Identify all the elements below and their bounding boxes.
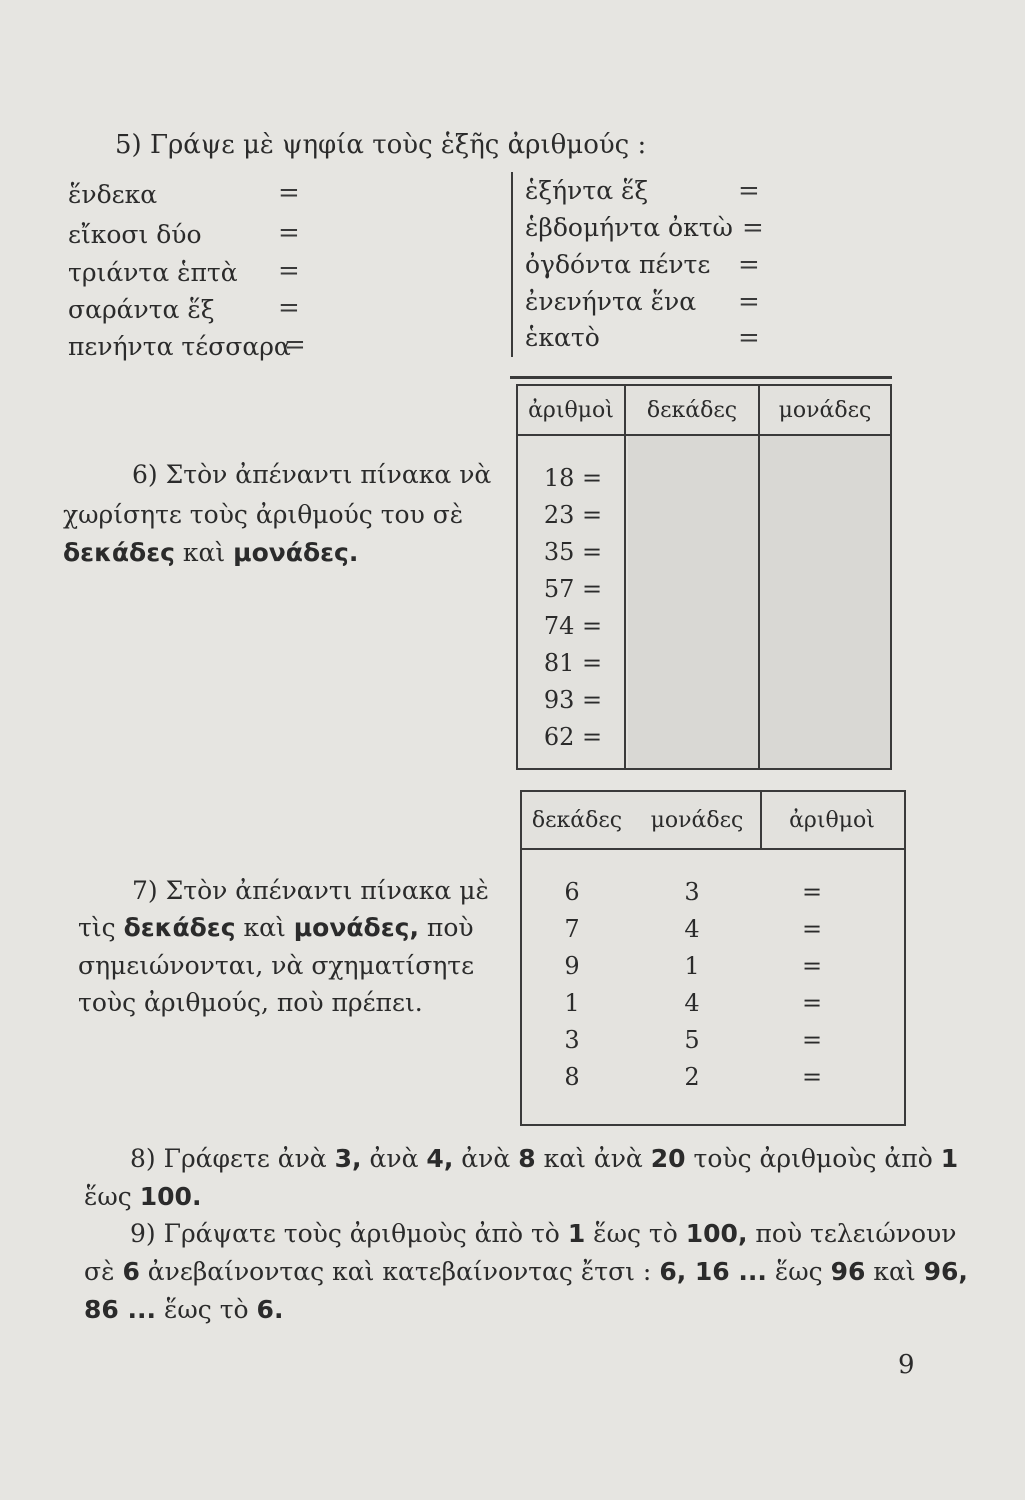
page-number: 9 (898, 1350, 915, 1380)
ex5-equals: = (284, 330, 306, 360)
ex6-column-rule (758, 386, 760, 768)
ex9-number: 96, (923, 1257, 968, 1286)
ex7-equals-cell: = (801, 915, 823, 943)
ex9-text: ποὺ τελειώνουν (755, 1219, 957, 1248)
ex9-paragraph (84, 1215, 968, 1329)
ex6-and: καὶ (182, 538, 226, 567)
ex7-tens-cell: 3 (564, 1026, 580, 1054)
ex9-text: ἀνεβαίνοντας καὶ κατεβαίνοντας ἔτσι : (147, 1257, 652, 1286)
ex6-row-number: 81 = (543, 649, 603, 677)
ex7-text-part: τὶς (78, 913, 116, 942)
ex9-line (84, 1253, 968, 1291)
ex9-number: 100, (685, 1219, 748, 1248)
ex9-text: 9) Γράψατε τοὺς ἀριθμοὺς ἀπὸ τὸ (130, 1219, 560, 1248)
ex9-number: 1 (567, 1219, 586, 1248)
ex9-text: ἕως (774, 1257, 823, 1286)
ex9-number: 6, 16 ... (659, 1257, 767, 1286)
ex5-right-item: ἑξήντα ἕξ (525, 176, 649, 205)
ex6-text-line: χωρίσητε τοὺς ἀριθμούς του σὲ (63, 500, 464, 529)
ex9-text: ἕως τὸ (593, 1219, 678, 1248)
ex9-number: 6. (256, 1295, 284, 1324)
ex8-number: 4, (426, 1144, 454, 1173)
ex5-left-item: τριάντα ἑπτὰ (68, 258, 238, 287)
ex6-row-number: 35 = (543, 538, 603, 566)
ex7-units-cell: 4 (684, 989, 700, 1017)
ex6-tens-column (628, 436, 758, 768)
ex6-units-column (760, 436, 890, 768)
ex5-equals: = (278, 178, 300, 208)
ex6-header-rule (518, 434, 890, 436)
ex6-row-number: 93 = (543, 686, 603, 714)
ex6-text-line (63, 538, 358, 567)
ex7-equals-cell: = (801, 989, 823, 1017)
ex6-table (516, 384, 892, 770)
ex7-units-cell: 3 (684, 878, 700, 906)
ex5-left-item: ἕνδεκα (68, 180, 158, 209)
ex9-line (84, 1215, 957, 1253)
ex5-right-item: ἐνενήντα ἕνα (525, 287, 697, 316)
ex5-left-item: πενήντα τέσσαρα (68, 332, 291, 361)
ex7-table (520, 790, 906, 1126)
ex5-equals: = (742, 213, 764, 243)
ex7-tens-cell: 8 (564, 1063, 580, 1091)
ex7-header-rule (522, 848, 904, 850)
ex7-bold-units: μονάδες, (293, 913, 419, 942)
ex7-text-line: 7) Στὸν ἀπέναντι πίνακα μὲ (132, 876, 489, 905)
ex8-number: 3, (334, 1144, 362, 1173)
ex8-line (84, 1140, 959, 1178)
ex7-bold-tens: δεκάδες (123, 913, 236, 942)
ex5-heading: 5) Γράψε μὲ ψηφία τοὺς ἑξῆς ἀριθμούς : (115, 130, 647, 160)
ex7-units-cell: 2 (684, 1063, 700, 1091)
ex8-text: ἀνὰ (369, 1144, 419, 1173)
ex9-number: 6 (122, 1257, 140, 1286)
ex7-units-cell: 5 (684, 1026, 700, 1054)
ex5-right-item: ἑκατὸ (525, 323, 600, 352)
ex5-equals: = (738, 176, 760, 206)
ex5-equals: = (278, 293, 300, 323)
ex7-text-part: καὶ (243, 913, 286, 942)
ex6-row-number: 18 = (543, 464, 603, 492)
ex6-header-units: μονάδες (778, 398, 872, 423)
ex7-header-units: μονάδες (650, 808, 744, 833)
ex6-header-tens: δεκάδες (646, 398, 738, 423)
ex6-row-number: 62 = (543, 723, 603, 751)
ex5-left-item: εἴκοσι δύο (68, 220, 202, 249)
ex5-equals: = (278, 218, 300, 248)
ex7-text-part: ποὺ (426, 913, 474, 942)
ex7-text-line: τοὺς ἀριθμούς, ποὺ πρέπει. (78, 988, 423, 1017)
ex7-header-tens: δεκάδες (531, 808, 623, 833)
ex5-right-item: ὀγδόντα πέντε (525, 250, 711, 279)
ex7-equals-cell: = (801, 1026, 823, 1054)
ex9-number: 96 (830, 1257, 866, 1286)
ex6-bold-tens: δεκάδες (63, 538, 175, 567)
ex8-number: 8 (518, 1144, 536, 1173)
ex8-line (84, 1178, 924, 1216)
ex7-units-cell: 1 (684, 952, 700, 980)
ex8-text: καὶ ἀνὰ (543, 1144, 643, 1173)
ex8-text: ἕως (84, 1182, 132, 1211)
ex7-equals-cell: = (801, 878, 823, 906)
ex6-bold-units: μονάδες. (233, 538, 359, 567)
ex8-paragraph (84, 1140, 959, 1216)
ex7-text-line (78, 913, 474, 942)
ex7-header-column-rule (760, 792, 762, 848)
ex7-units-cell: 4 (684, 915, 700, 943)
ex8-text: τοὺς ἀριθμοὺς ἀπὸ (693, 1144, 933, 1173)
ex7-text-line: σημειώνονται, νὰ σχηματίσητε (78, 951, 475, 980)
ex7-tens-cell: 1 (564, 989, 580, 1017)
ex7-tens-cell: 6 (564, 878, 580, 906)
ex6-text-line: 6) Στὸν ἀπέναντι πίνακα νὰ (132, 460, 492, 489)
ex9-text: καὶ (873, 1257, 916, 1286)
ex7-equals-cell: = (801, 1063, 823, 1091)
ex6-header-numbers: ἀριθμοὶ (528, 398, 614, 423)
ex7-tens-cell: 7 (564, 915, 580, 943)
ex6-row-number: 74 = (543, 612, 603, 640)
ex6-row-number: 23 = (543, 501, 603, 529)
ex6-row-number: 57 = (543, 575, 603, 603)
ex9-number: 86 ... (84, 1295, 156, 1324)
ex5-equals: = (738, 250, 760, 280)
ex7-tens-cell: 9 (564, 952, 580, 980)
ex6-column-rule (624, 386, 626, 768)
ex8-text: 8) Γράφετε ἀνὰ (130, 1144, 327, 1173)
ex5-divider (511, 172, 513, 357)
ex9-text: ἕως τὸ (163, 1295, 249, 1324)
ex5-equals: = (278, 256, 300, 286)
ex9-text: σὲ (84, 1257, 115, 1286)
ex9-line (84, 1291, 924, 1329)
ex5-left-item: σαράντα ἕξ (68, 295, 215, 324)
ex5-equals: = (738, 323, 760, 353)
ex8-number: 1 (940, 1144, 959, 1173)
ex5-right-item: ἑβδομήντα ὀκτὼ (525, 213, 733, 242)
ex7-equals-cell: = (801, 952, 823, 980)
ex7-header-numbers: ἀριθμοὶ (789, 808, 875, 833)
ex5-equals: = (738, 287, 760, 317)
ex6-table-top-rule (510, 376, 892, 379)
ex8-number: 100. (139, 1182, 202, 1211)
ex8-number: 20 (650, 1144, 686, 1173)
ex8-text: ἀνὰ (461, 1144, 511, 1173)
